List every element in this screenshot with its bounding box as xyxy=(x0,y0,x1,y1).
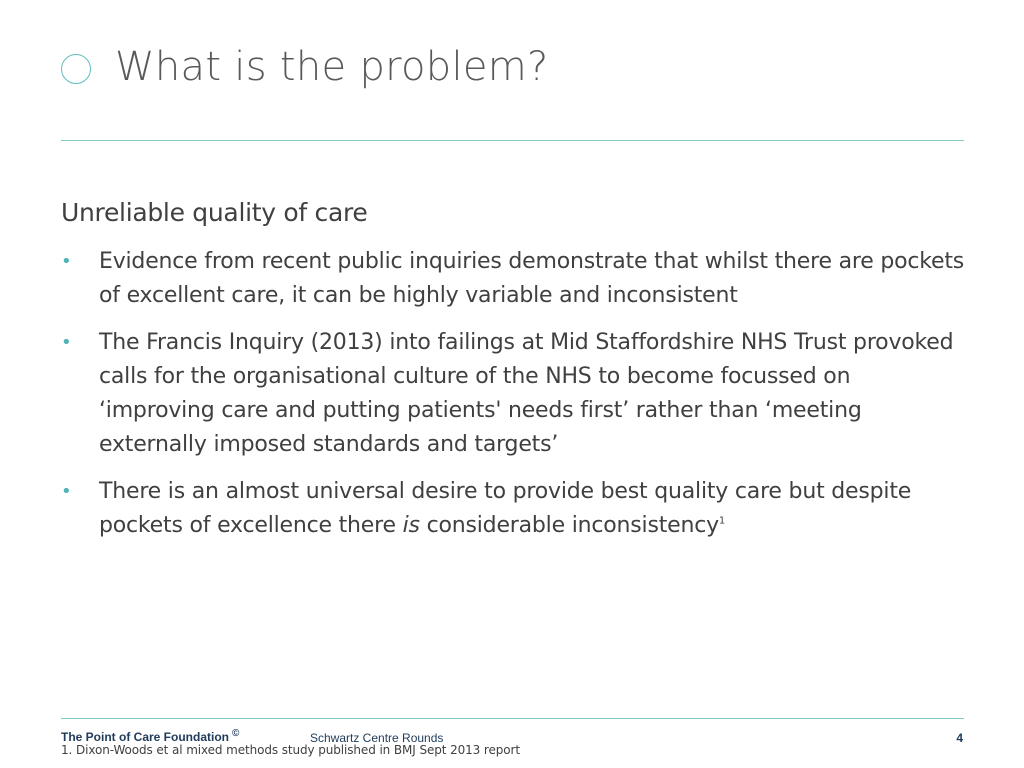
title-circle-icon xyxy=(61,54,91,84)
bullet-dot-icon: • xyxy=(61,251,72,272)
bullet-text-start: There is an almost universal desire to provide best quality care but despite pockets of excellence there xyxy=(99,479,912,538)
slide-content xyxy=(61,198,966,556)
bullet-text: The Francis Inquiry (2013) into failings at Mid Staffordshire NHS Trust provoked calls for the organisational culture of the NHS to become focussed on ‘improving care and putting patients' needs first’ rather than ‘meeting externally imposed standards and targets’ xyxy=(99,330,954,457)
footer-brand-name: The Point of Care Foundation xyxy=(61,730,229,744)
bullet-dot-icon: • xyxy=(61,332,72,353)
footer-event-name: Schwartz Centre Rounds xyxy=(310,731,444,745)
bullet-item xyxy=(61,245,966,313)
bullet-text-emphasis: is xyxy=(402,513,420,538)
footnote: 1. Dixon-Woods et al mixed methods study published in BMJ Sept 2013 report xyxy=(61,743,520,757)
footer-brand xyxy=(61,730,239,744)
bullet-item xyxy=(61,475,966,543)
bullet-text-end: considerable inconsistency xyxy=(419,513,719,538)
bullet-text: Evidence from recent public inquiries demonstrate that whilst there are pockets of excellent care, it can be highly variable and inconsistent xyxy=(99,249,965,308)
slide-subtitle: Unreliable quality of care xyxy=(61,198,368,227)
footnote-reference: 1 xyxy=(718,515,726,527)
bullet-dot-icon: • xyxy=(61,481,72,502)
page-number: 4 xyxy=(956,731,963,745)
slide-title: What is the problem? xyxy=(115,44,549,90)
title-divider xyxy=(61,140,964,141)
bullet-item xyxy=(61,326,966,462)
bullet-list xyxy=(61,245,966,543)
footer-divider xyxy=(61,718,964,719)
copyright-symbol: © xyxy=(232,728,240,739)
